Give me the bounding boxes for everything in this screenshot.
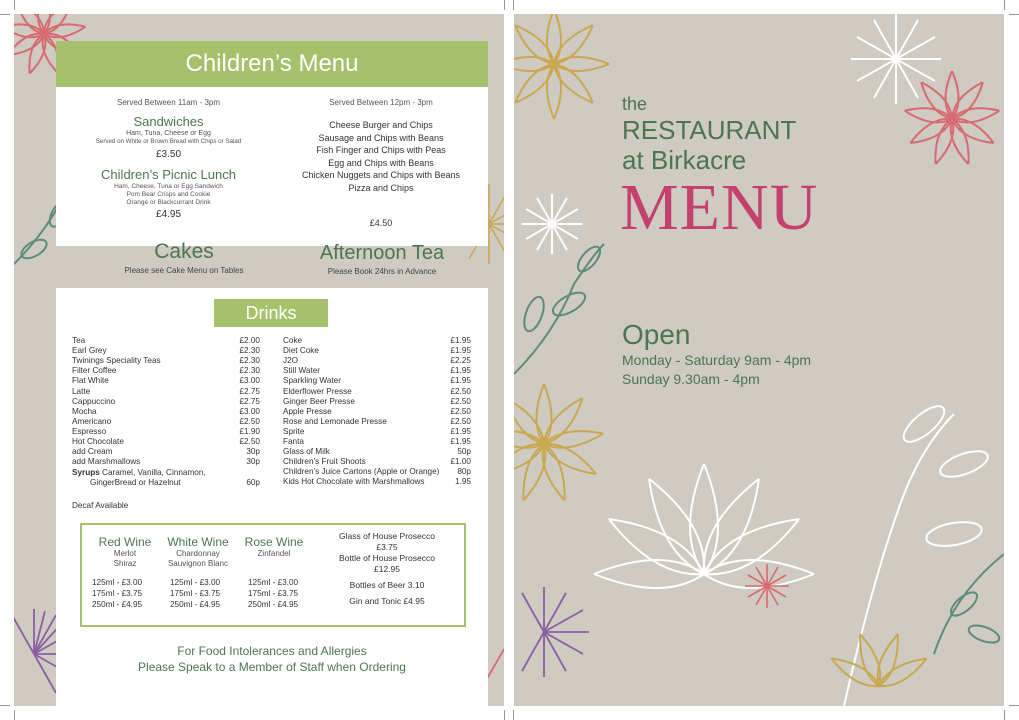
teal-leaf-branch xyxy=(934,554,1004,654)
table-row: Sprite £1.95 xyxy=(283,426,471,436)
drinks-title: Drinks xyxy=(214,299,328,327)
white-burst xyxy=(522,194,582,254)
table-row: Sparkling Water £1.95 xyxy=(283,376,471,386)
red-wine-heading: Red Wine xyxy=(98,535,152,549)
syrups-flavours-2: GingerBread or Hazelnut xyxy=(90,478,181,488)
table-row: Mocha £3.00 xyxy=(72,406,260,416)
pink-flower xyxy=(904,71,1001,166)
list-item: Pizza and Chips xyxy=(348,182,414,193)
prosecco-bottle-price: £12.95 xyxy=(374,564,400,574)
syrups-row xyxy=(72,468,260,488)
crop-mark xyxy=(1004,710,1005,720)
crop-mark xyxy=(1009,705,1019,706)
crop-mark xyxy=(1009,14,1019,15)
white-wine-heading: White Wine xyxy=(167,535,229,549)
beer-price: Bottles of Beer 3.10 xyxy=(349,580,425,590)
rose-wine-column xyxy=(238,535,310,559)
served-time-left: Served Between 11am - 3pm xyxy=(116,98,220,107)
white-burst xyxy=(851,14,941,104)
red-wine-column xyxy=(90,535,160,569)
prosecco-glass: Glass of House Prosecco xyxy=(339,531,435,541)
sandwiches-fillings: Ham, Tuna, Cheese or Egg xyxy=(126,130,211,137)
fold-mark xyxy=(513,710,514,720)
table-row: Glass of Milk 50p xyxy=(283,447,471,457)
white-flower xyxy=(594,464,814,588)
table-row: Twinings Speciality Teas £2.30 xyxy=(72,356,260,366)
afternoon-tea-heading: Afternoon Tea xyxy=(319,242,445,264)
red-wine-prices: 125ml - £3.00 175ml - £3.75 250ml - £4.95 xyxy=(92,578,143,609)
inner-menu-page xyxy=(14,14,504,706)
table-row: Apple Presse £2.50 xyxy=(283,406,471,416)
table-row: add Marshmallows 30p xyxy=(72,457,260,467)
picnic-heading: Children’s Picnic Lunch xyxy=(101,167,236,182)
childrens-menu-panel xyxy=(56,41,488,246)
opening-hours-weekday: Monday - Saturday 9am - 4pm xyxy=(622,352,812,368)
sandwiches-bread: Served on White or Brown Bread with Chips or Salad xyxy=(95,138,242,145)
sandwiches-price: £3.50 xyxy=(155,149,182,160)
cakes-note: Please see Cake Menu on Tables xyxy=(124,266,244,275)
white-wine-column xyxy=(160,535,236,569)
syrups-flavours: Caramel, Vanilla, Cinnamon, xyxy=(102,468,206,477)
leaf-branch xyxy=(514,243,604,374)
white-wine-variety: Chardonnay xyxy=(176,549,220,558)
gold-flower xyxy=(514,384,604,503)
table-row: Ginger Beer Presse £2.50 xyxy=(283,396,471,406)
gin-price: Gin and Tonic £4.95 xyxy=(349,596,425,606)
served-time-right: Served Between 12pm - 3pm xyxy=(329,98,433,107)
table-row: add Cream 30p xyxy=(72,447,260,457)
prosecco-column xyxy=(322,531,452,607)
picnic-price: £4.95 xyxy=(155,209,182,220)
gold-flower xyxy=(828,632,930,692)
list-item: Sausage and Chips with Beans xyxy=(318,132,444,143)
table-row: Filter Coffee £2.30 xyxy=(72,366,260,376)
table-row: Rose and Lemonade Presse £2.50 xyxy=(283,416,471,426)
picnic-line2: Pom Bear Crisps and Cookie xyxy=(126,191,211,198)
list-item: Fish Finger and Chips with Peas xyxy=(316,145,446,156)
sandwiches-heading: Sandwiches xyxy=(133,114,204,129)
table-row: Still Water £1.95 xyxy=(283,366,471,376)
prosecco-glass-price: £3.75 xyxy=(376,542,398,552)
restaurant-the: the xyxy=(622,94,648,114)
table-row: Kids Hot Chocolate with Marshmallows 1.95 xyxy=(283,477,471,487)
table-row: Cappuccino £2.75 xyxy=(72,396,260,406)
allergy-line-1: For Food Intolerances and Allergies xyxy=(177,644,367,658)
table-row: Diet Coke £1.95 xyxy=(283,346,471,356)
allergy-line-2: Please Speak to a Member of Staff when Ordering xyxy=(138,660,406,674)
cover-page xyxy=(514,14,1004,706)
open-heading: Open xyxy=(622,319,691,350)
table-row: Tea £2.00 xyxy=(72,336,260,345)
crop-mark xyxy=(14,710,15,720)
rose-wine-heading: Rose Wine xyxy=(244,535,304,549)
table-row: Flat White £3.00 xyxy=(72,376,260,386)
picnic-line1: Ham, Cheese, Tuna or Egg Sandwich xyxy=(114,183,223,190)
red-wine-variety: Shiraz xyxy=(113,559,137,568)
white-wine-variety: Sauvignon Blanc xyxy=(167,559,229,568)
prosecco-bottle: Bottle of House Prosecco xyxy=(339,553,435,563)
purple-burst xyxy=(522,587,589,677)
table-row: Children’s Juice Cartons (Apple or Orange) 80p xyxy=(283,467,471,477)
drinks-panel xyxy=(56,288,488,706)
red-wine-variety: Merlot xyxy=(113,549,137,558)
rose-wine-prices: 125ml - £3.00 175ml - £3.75 250ml - £4.95 xyxy=(248,578,299,609)
table-row: Latte £2.75 xyxy=(72,386,260,396)
table-row: Elderflower Presse £2.50 xyxy=(283,386,471,396)
list-item: Egg and Chips with Beans xyxy=(328,157,434,168)
table-row: Americano £2.50 xyxy=(72,416,260,426)
table-row: Fanta £1.95 xyxy=(283,437,471,446)
table-row: Coke £1.95 xyxy=(283,336,471,345)
crop-mark xyxy=(0,14,10,15)
rose-wine-variety: Zinfandel xyxy=(257,549,291,558)
syrups-price: 60p xyxy=(246,478,260,488)
table-row: Earl Grey £2.30 xyxy=(72,346,260,356)
fold-mark xyxy=(513,0,514,10)
restaurant-location: at Birkacre xyxy=(622,145,747,175)
crop-mark xyxy=(1004,0,1005,10)
hot-items-price: £4.50 xyxy=(369,218,393,228)
list-item: Chicken Nuggets and Chips with Beans xyxy=(301,170,461,181)
fold-mark xyxy=(504,0,505,10)
drinks-left-list xyxy=(72,336,260,476)
opening-hours-sunday: Sunday 9.30am - 4pm xyxy=(622,371,760,387)
gold-flower xyxy=(514,14,609,119)
restaurant-name: RESTAURANT xyxy=(622,115,797,145)
crop-mark xyxy=(0,705,10,706)
hot-items-list xyxy=(286,119,476,195)
afternoon-tea-note: Please Book 24hrs in Advance xyxy=(327,267,437,276)
drinks-right-list xyxy=(283,336,471,496)
wine-box xyxy=(80,523,466,627)
table-row: Espresso £1.90 xyxy=(72,426,260,436)
decaf-note: Decaf Available xyxy=(72,501,129,510)
white-wine-prices: 125ml - £3.00 175ml - £3.75 250ml - £4.95 xyxy=(170,578,221,609)
crop-mark xyxy=(14,0,15,10)
syrups-label: Syrups xyxy=(72,468,100,477)
table-row: Hot Chocolate £2.50 xyxy=(72,437,260,446)
cakes-heading: Cakes xyxy=(154,240,214,263)
menu-title: MENU xyxy=(620,171,819,244)
picnic-line3: Orange or Blackcurrant Drink xyxy=(126,199,211,206)
table-row: J2O £2.25 xyxy=(283,356,471,366)
list-item: Cheese Burger and Chips xyxy=(329,120,433,130)
table-row: Children’s Fruit Shoots £1.00 xyxy=(283,457,471,467)
childrens-menu-title: Children’s Menu xyxy=(56,41,488,87)
fold-mark xyxy=(504,710,505,720)
pink-burst xyxy=(745,564,789,608)
